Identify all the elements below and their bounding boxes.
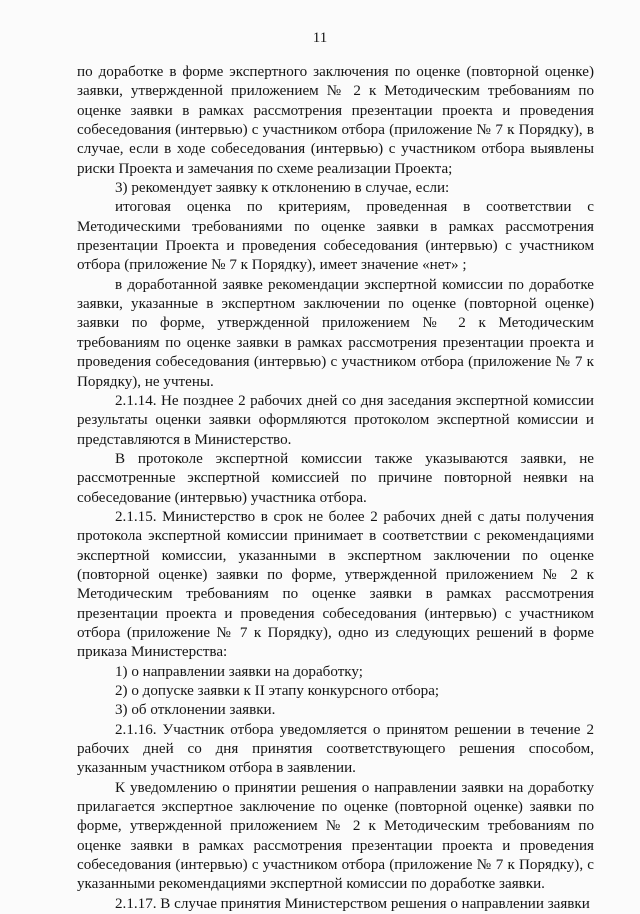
paragraph: итоговая оценка по критериям, проведенная в соответствии с Методическими требованиями по оценке заявки в рамках рассмотрения презентации Проекта и проведения собеседования (интервью) с участником отбора (приложение № 7 к Порядку), имеет значение «нет» ; [77,199,594,274]
paragraph: 2.1.16. Участник отбора уведомляется о принятом решении в течение 2 рабочих дней со дня принятия соответствующего решения способом, указанным участником отбора в заявлении. [77,721,594,777]
paragraph: В протоколе экспертной комиссии также указываются заявки, не рассмотренные экспертной комиссией по причине повторной неявки на собеседование (интервью) участника отбора. [77,450,594,506]
paragraph: по доработке в форме экспертного заключения по оценке (повторной оценке) заявки, утвержденной приложением № 2 к Методическим требованиям по оценке заявки в рамках рассмотрения презентации проекта и проведения собеседования (интервью) с участником отбора (приложение № 7 к Порядку), в случае, если в ходе собеседования (интервью) с участником отбора выявлены риски Проекта и замечания по схеме реализации Проекта; [77,64,594,177]
paragraph: 2.1.15. Министерство в срок не более 2 рабочих дней с даты получения протокола экспертной комиссии принимает в соответствии с рекомендациями экспертной комиссии, указанными в экспертном заключении по оценке (повторной оценке) заявки по форме, утвержденной приложением № 2 к Методическим требованиям по оценке заявки в рамках рассмотрения презентации проекта и проведения собеседования (интервью) с участником отбора (приложение № 7 к Порядку), одно из следующих решений в форме приказа Министерства: [77,508,594,661]
paragraph: 2.1.17. В случае принятия Министерством решения о направлении заявки [115,895,590,912]
list-item: 2) о допуске заявки к II этапу конкурсного отбора; [115,683,440,699]
paragraph: К уведомлению о принятии решения о направлении заявки на доработку прилагается экспертное заключение по оценке (повторной оценке) заявки по форме, утвержденной приложением № 2 к Методическим требованиям по оценке заявки в рамках рассмотрения презентации проекта и проведения собеседования (интервью) с участником отбора (приложение № 7 к Порядку), с указанными рекомендациями экспертной комиссии по доработке заявки. [77,779,594,893]
document-body [77,63,594,914]
list-item: 1) о направлении заявки на доработку; [115,663,363,680]
list-item: 3) об отклонении заявки. [115,702,276,719]
page-number: 11 [312,30,328,46]
paragraph: 3) рекомендует заявку к отклонению в случае, если: [115,180,450,197]
paragraph: в доработанной заявке рекомендации экспертной комиссии по доработке заявки, указанные в экспертном заключении по оценке (повторной оценке) заявки по форме, утвержденной приложением № 2 к Методическим требованиям по оценке заявки в рамках рассмотрения презентации проекта и проведения собеседования (интервью) с участником отбора (приложение № 7 к Порядку), не учтены. [77,276,594,390]
paragraph: 2.1.14. Не позднее 2 рабочих дней со дня заседания экспертной комиссии результаты оценки заявки оформляются протоколом экспертной комиссии и представляются в Министерство. [77,392,594,448]
